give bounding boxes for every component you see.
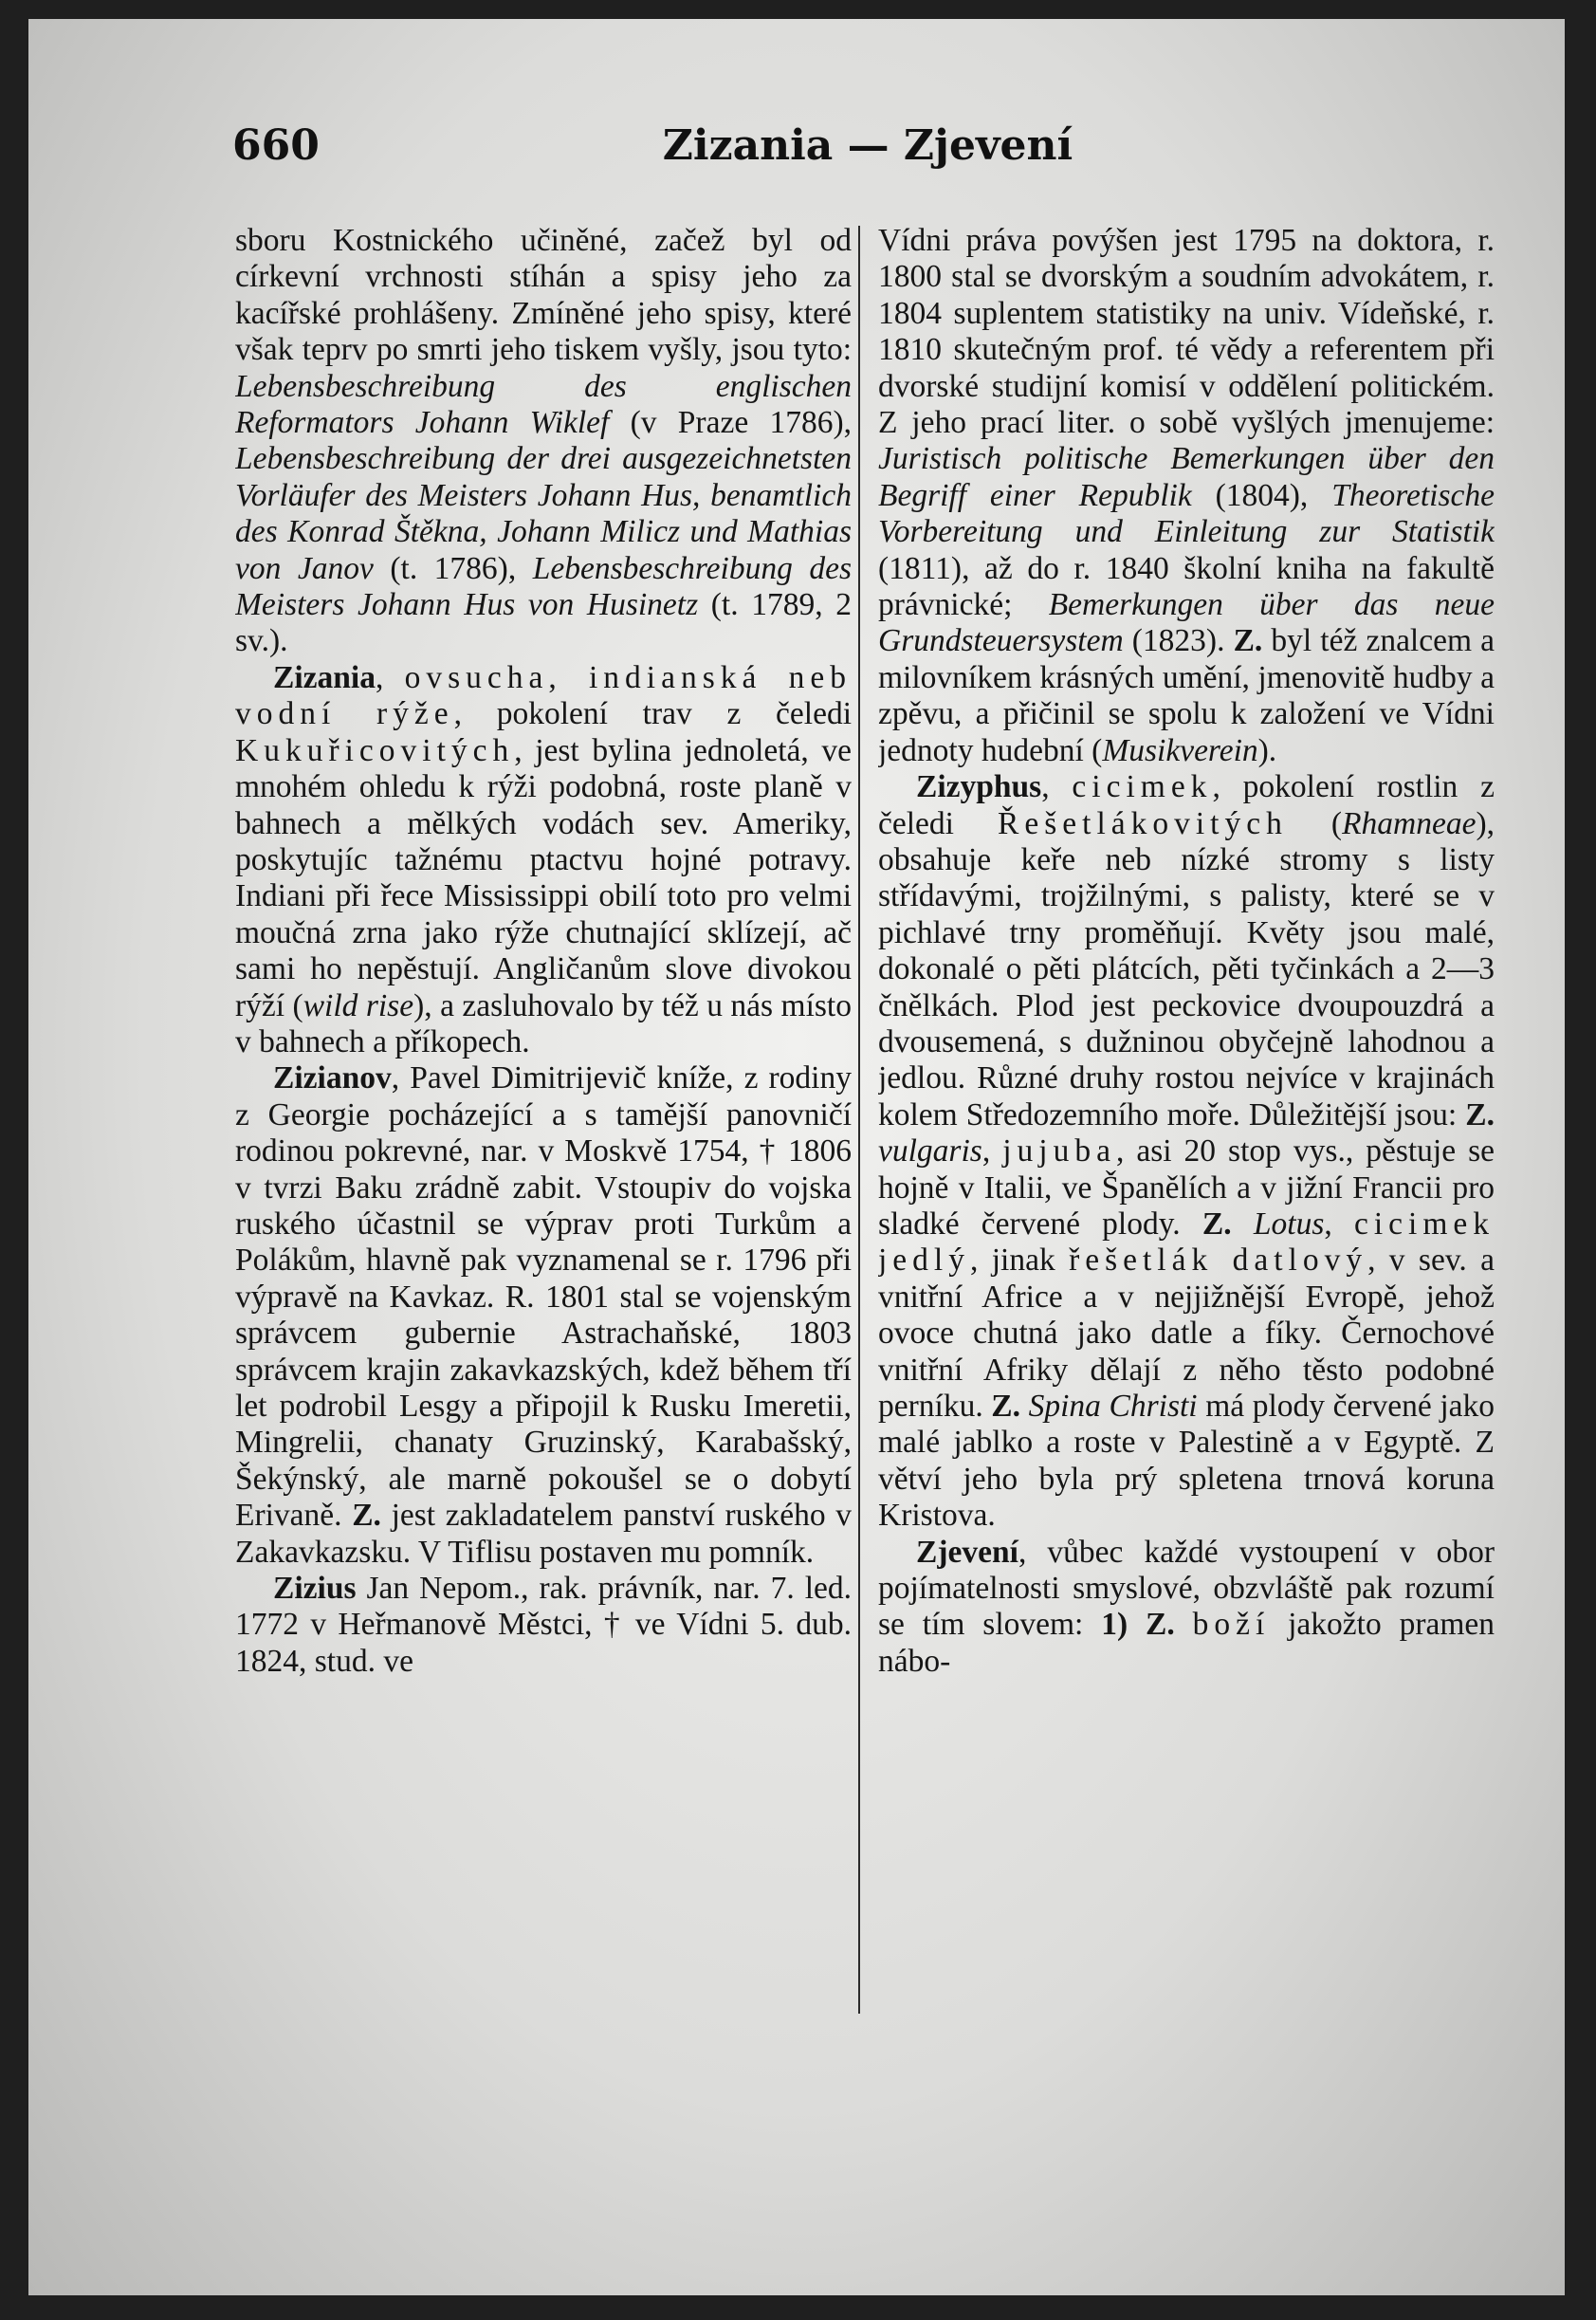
headword: Z.	[1145, 1607, 1175, 1643]
spaced-text: ovsucha, indianská neb vodní rýže	[235, 659, 852, 732]
text-run: (t. 1789, 2 sv.).	[235, 587, 852, 659]
italic-text: Juristisch politische Bemerkungen über den Begriff einer Republik	[878, 441, 1495, 513]
text-run: ), obsahuje keře neb nízké stromy s listy střídavými, trojžilnými, s palisty, které se v pichlavé trny proměňují. Květy jsou malé, dokonalé o pěti plátcích, pěti tyčinkách a 2—3 čnělkách. Plod jest peckovice dvoupouzdrá a dvousemená, s dužninou obyčejně lahodnou a jedlou. Různé druhy rostou nejvíce v krajinách kolem Středozemního moře. Důležitější jsou:	[878, 805, 1495, 1132]
headword: Z.	[1465, 1096, 1495, 1132]
text-run: , jinak	[969, 1243, 1070, 1279]
page-number: 660	[232, 121, 320, 170]
headword: Zizyphus	[916, 769, 1042, 805]
headword: Z.	[1202, 1206, 1232, 1242]
text-run: (v Praze 1786),	[609, 405, 852, 441]
page-header	[232, 121, 1503, 178]
headword: Z.	[1233, 623, 1263, 659]
entry-zizianov	[235, 1060, 852, 1571]
headword: Zjevení	[916, 1534, 1018, 1570]
entry-wiklef-continuation	[235, 223, 852, 660]
spaced-text: Řešetlákovitých	[998, 805, 1288, 841]
text-run: , Pavel Dimitrijevič kníže, z rodiny z Georgie pocházející a s tamější panovničí rodinou pokrevné, nar. v Moskvě 1754, † 1806 v tvrzi Baku zrádně zabit. Vstoupiv do vojska ruského účastnil se výprav proti Turkům a Polákům, hlavně pak vyznamenal se r. 1796 při výpravě na Kavkaz. R. 1801 stal se vojenským správcem gubernie Astrachaňské, 1803 správcem krajin zakavkazských, kdež během tří let podrobil Lesgy a připojil k Rusku Imeretii, Mingrelii, chanaty Gruzinský, Karabašský, Šekýnský, ale marně pokoušel se o dobytí Erivaně.	[235, 1060, 852, 1534]
text-run: ,	[981, 1133, 1003, 1169]
text-run: ,	[375, 659, 405, 695]
headword: Zizania	[273, 659, 376, 695]
text-run: Jan Nepom., rak. právník, nar. 7. led. 1772 v Heřmanově Městci, † ve Vídni 5. dub. 1824, stud. ve	[235, 1571, 852, 1679]
left-column	[235, 223, 852, 2177]
italic-text: wild rise	[303, 987, 414, 1023]
book-page	[28, 19, 1565, 2295]
headword: Z.	[991, 1389, 1021, 1424]
text-run: , jest bylina jednoletá, ve mnohém ohledu k rýži podobná, roste planě v bahnech a mělkých vodách sev. Ameriky, poskytujíc tažnému ptactvu hojné potravy. Indiani při řece Mississippi obilí toto pro velmi moučná zrna jako rýže chutnající sklízejí, ač sami ho nepěstují. Angličanům slove divokou rýží (	[235, 732, 852, 1023]
italic-text: Bemerkungen über das neue Grundsteuersystem	[878, 587, 1495, 659]
italic-text: Theoretische Vorbereitung und Einleitung zur Statistik	[878, 477, 1495, 550]
spaced-text: boží	[1192, 1607, 1271, 1643]
running-title: Zizania — Zjevení	[662, 121, 1073, 170]
text-run: , v sev. a vnitřní Africe a v nejjižnější Evropě, jehož ovoce chutná jako datle a fíky. Černochové vnitřní Afriky dělají z něho těsto podobné perníku.	[878, 1243, 1495, 1424]
headword: 1)	[1101, 1607, 1128, 1643]
text-run	[1020, 1389, 1029, 1424]
text-run: ,	[1041, 769, 1073, 805]
text-run: sboru Kostnického učiněné, začež byl od církevní vrchnosti stíhán a spisy jeho za kacířské prohlášeny. Zmíněné jeho spisy, které však teprv po smrti jeho tiskem vyšly, jsou tyto:	[235, 223, 852, 368]
text-run: jest zakladatelem panství ruského v Zakavkazsku. V Tiflisu postaven mu pomník.	[235, 1498, 852, 1570]
italic-text: Lebensbeschreibung des englischen Reformators Johann Wiklef	[235, 368, 852, 441]
text-run	[1128, 1607, 1146, 1642]
text-run: ), a zasluhovalo by též u nás místo v bahnech a příkopech.	[235, 987, 852, 1059]
headword: Zizius	[273, 1571, 357, 1607]
text-run: ,	[1324, 1206, 1354, 1242]
headword: Z.	[352, 1498, 381, 1534]
italic-text: Lotus	[1253, 1206, 1325, 1242]
right-column	[878, 223, 1495, 2177]
text-run: (1804),	[1191, 477, 1332, 513]
text-run: jakožto pramen nábo-	[878, 1607, 1495, 1679]
entry-zizius	[235, 1571, 852, 1680]
text-run: (1811), až do r. 1840 školní kniha na fakultě právnické;	[878, 550, 1495, 623]
entry-zizyphus	[878, 769, 1495, 1535]
spaced-text: Kukuřicovitých	[235, 732, 515, 768]
text-run: ).	[1257, 732, 1277, 768]
text-run: Vídni práva povýšen jest 1795 na doktora, r. 1800 stal se dvorským a soudním advokátem, r. 1804 suplentem statistiky na univ. Vídeňské, r. 1810 skutečným prof. té vědy a referentem při dvorské studijní komisí v oddělení politickém. Z jeho prací liter. o sobě vyšlých jmenujeme:	[878, 223, 1495, 441]
entry-zjeveni	[878, 1535, 1495, 1681]
text-run	[1175, 1607, 1193, 1642]
text-run: , pokolení trav z čeledi	[453, 696, 852, 732]
spaced-text: řešetlák datlový	[1069, 1243, 1368, 1279]
text-run: , vůbec každé vystoupení v obor pojímatelnosti smyslové, obzvláště pak rozumí se tím slovem:	[878, 1534, 1495, 1643]
italic-text: Rhamneae	[1342, 805, 1477, 841]
entry-zizania	[235, 660, 852, 1060]
text-run: (t. 1786),	[373, 550, 533, 586]
italic-text: Musikverein	[1102, 732, 1258, 768]
spaced-text: jujuba	[1002, 1133, 1116, 1169]
headword: Zizianov	[273, 1060, 392, 1096]
text-run	[1232, 1206, 1254, 1242]
text-run: , pokolení rostlin z čeledi	[878, 769, 1495, 841]
text-run: byl též znalcem a milovníkem krásných umění, jmenovitě hudby a zpěvu, a přičinil se spolu k založení ve Vídni jednoty hudební (	[878, 623, 1495, 768]
text-run: má plody červené jako malé jablko a roste v Palestině a v Egyptě. Z větví jeho byla prý spletena trnová koruna Kristova.	[878, 1389, 1495, 1534]
italic-text: Spina Christi	[1028, 1389, 1198, 1424]
italic-text: Lebensbeschreibung des Meisters Johann Hus von Husinetz	[235, 550, 852, 623]
column-divider	[858, 226, 860, 2014]
italic-text: vulgaris	[878, 1133, 982, 1169]
italic-text: Lebensbeschreibung der drei ausgezeichnetsten Vorläufer des Meisters Johann Hus, benamtlich des Konrad Štěkna, Johann Milicz und Mathias von Janov	[235, 441, 852, 586]
text-run: (	[1287, 805, 1343, 841]
spaced-text: cicimek jedlý	[878, 1206, 1495, 1279]
text-run: , asi 20 stop vys., pěstuje se hojně v Italii, ve Španělích a v jižní Francii pro sladké červené plody.	[878, 1133, 1495, 1242]
spaced-text: cicimek	[1072, 769, 1213, 805]
text-run: (1823).	[1123, 623, 1234, 659]
entry-zizius-continuation	[878, 223, 1495, 769]
